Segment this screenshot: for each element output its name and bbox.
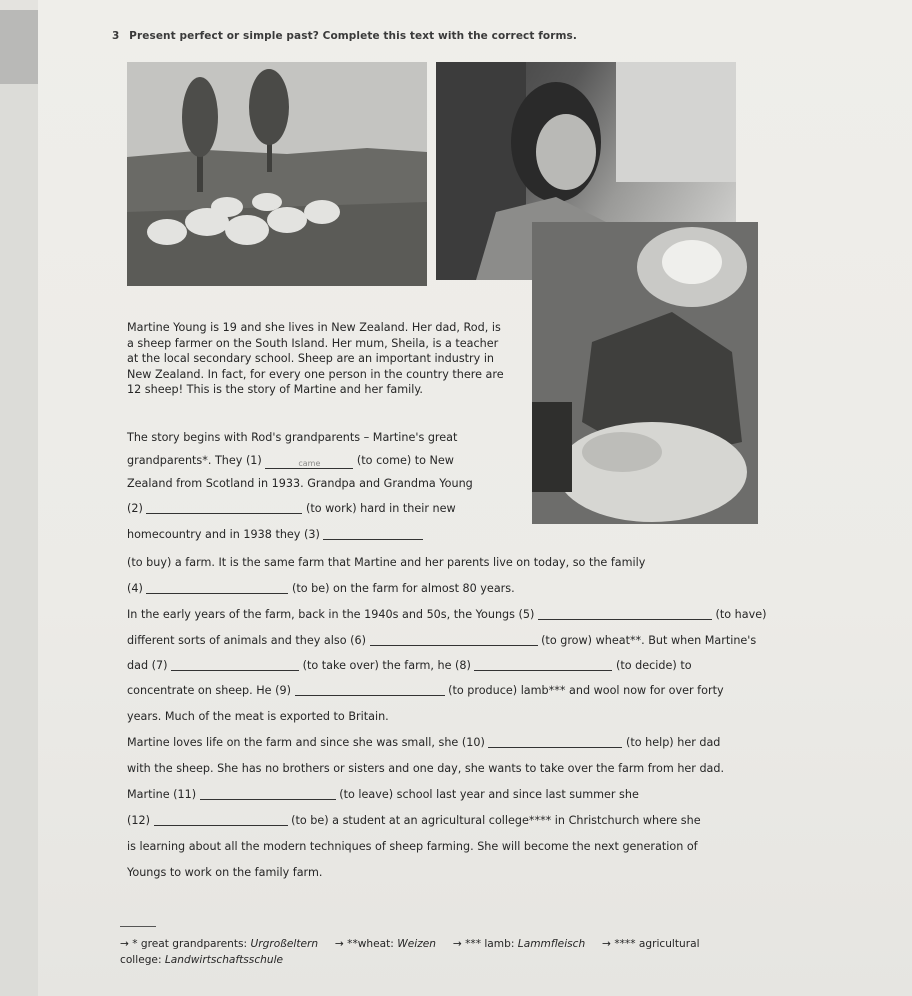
blank-5[interactable] — [538, 619, 712, 620]
story-text: (12) — [127, 814, 150, 827]
story-text: (to come) to New — [356, 454, 454, 467]
footnote-term: * great grandparents: — [132, 938, 248, 950]
page-edge — [0, 84, 38, 996]
farmer-shearing-photo — [532, 222, 758, 524]
blank-8[interactable] — [474, 670, 612, 671]
blank-7[interactable] — [171, 670, 299, 671]
story-line — [127, 528, 423, 541]
story-text: (4) — [127, 582, 143, 595]
blank-12[interactable] — [154, 825, 288, 826]
blank-11[interactable] — [200, 799, 336, 800]
story-text: Martine (11) — [127, 788, 197, 801]
intro-line: Martine Young is 19 and she lives in New Zealand. Her dad, Rod, is — [127, 321, 501, 334]
sheep-photo-art — [127, 62, 427, 286]
story-text: Martine loves life on the farm and since she was small, she (10) — [127, 736, 485, 749]
exercise-instruction: Present perfect or simple past? Complete this text with the correct forms. — [129, 30, 577, 42]
footnote-translation: Landwirtschaftsschule — [164, 954, 284, 966]
footnote-term: **wheat: — [347, 938, 394, 950]
story-line — [127, 659, 692, 672]
story-line — [127, 684, 724, 697]
story-text: concentrate on sheep. He (9) — [127, 684, 291, 697]
story-line: Youngs to work on the family farm. — [127, 866, 323, 879]
story-text: (to have) — [715, 608, 767, 621]
story-text: (to grow) wheat**. But when Martine's — [541, 634, 757, 647]
arrow-icon: → — [452, 938, 462, 950]
footnote-term: college: — [120, 954, 162, 966]
blank-2[interactable] — [146, 513, 302, 514]
intro-line: a sheep farmer on the South Island. Her mum, Sheila, is a teacher — [127, 336, 499, 350]
story-text: homecountry and in 1938 they (3) — [127, 528, 320, 541]
footnote-row — [120, 954, 283, 966]
story-line: with the sheep. She has no brothers or sisters and one day, she wants to take over the farm from her dad. — [127, 762, 725, 775]
story-line — [127, 608, 766, 621]
story-line: is learning about all the modern techniques of sheep farming. She will become the next generation of — [127, 840, 698, 853]
footnote-term: **** agricultural — [614, 938, 700, 950]
intro-line: at the local secondary school. Sheep are an important industry in — [127, 352, 495, 365]
example-answer: came — [298, 459, 321, 468]
intro-line: 12 sheep! This is the story of Martine and her family. — [127, 383, 423, 396]
story-text: In the early years of the farm, back in the 1940s and 50s, the Youngs (5) — [127, 608, 535, 621]
story-text: (to work) hard in their new — [305, 502, 456, 515]
footnote-translation: Weizen — [397, 938, 436, 950]
story-line — [127, 582, 515, 595]
blank-6[interactable] — [370, 645, 538, 646]
story-line: years. Much of the meat is exported to Britain. — [127, 710, 389, 723]
story-text: grandparents*. They (1) — [127, 454, 262, 467]
story-line: (to buy) a farm. It is the same farm that Martine and her parents live on today, so the family — [127, 556, 646, 569]
story-text: dad (7) — [127, 659, 168, 672]
story-line — [127, 454, 454, 469]
story-line: The story begins with Rod's grandparents – Martine's great — [127, 431, 458, 444]
arrow-icon: → — [334, 938, 344, 950]
intro-paragraph — [127, 320, 504, 398]
story-line: Zealand from Scotland in 1933. Grandpa and Grandma Young — [127, 477, 473, 490]
footnote-row — [120, 938, 700, 950]
story-line — [127, 814, 701, 827]
footnote-term: *** lamb: — [465, 938, 515, 950]
blank-9[interactable] — [295, 695, 445, 696]
intro-line: New Zealand. In fact, for every one person in the country there are — [127, 367, 504, 381]
story-text: different sorts of animals and they also (6) — [127, 634, 366, 647]
footnote-translation: Lammfleisch — [517, 938, 586, 950]
footnote-divider — [120, 926, 156, 927]
story-text: (to help) her dad — [625, 736, 721, 749]
farmer-photo-art — [532, 222, 758, 524]
blank-10[interactable] — [488, 747, 622, 748]
story-text: (to take over) the farm, he (8) — [302, 659, 471, 672]
exercise-number: 3 — [112, 30, 120, 42]
arrow-icon: → — [120, 938, 129, 950]
story-line — [127, 736, 720, 749]
story-text: (to be) a student at an agricultural college**** in Christchurch where she — [291, 814, 701, 827]
story-line — [127, 788, 639, 801]
story-line — [127, 634, 756, 647]
sheep-flock-photo — [127, 62, 427, 286]
blank-4[interactable] — [146, 593, 288, 594]
story-text: (to decide) to — [616, 659, 692, 672]
story-text: (to leave) school last year and since last summer she — [339, 788, 639, 801]
story-text: (to produce) lamb*** and wool now for over forty — [448, 684, 724, 697]
story-text: (2) — [127, 502, 143, 515]
story-line — [127, 502, 456, 515]
blank-1[interactable] — [265, 459, 353, 469]
story-text: (to be) on the farm for almost 80 years. — [291, 582, 515, 595]
arrow-icon: → — [602, 938, 611, 950]
footnote-translation: Urgroßeltern — [250, 938, 319, 950]
exercise-header — [112, 30, 577, 42]
blank-3[interactable] — [323, 539, 423, 540]
binder-tab — [0, 10, 42, 84]
